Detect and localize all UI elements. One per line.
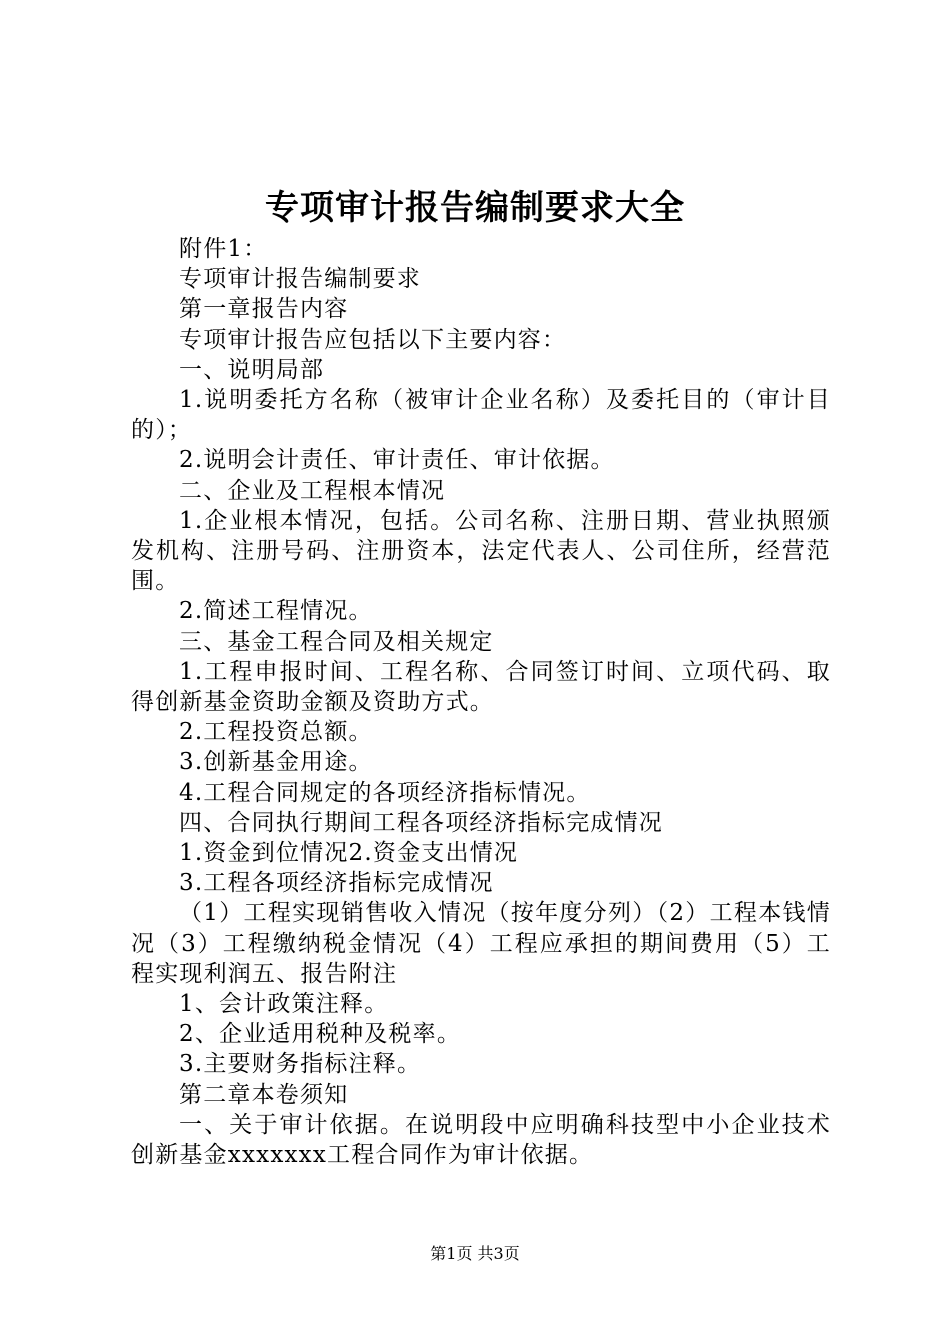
paragraph: 附件1： [179,236,268,262]
paragraph: 3.工程各项经济指标完成情况 [179,870,494,897]
paragraph: 4.工程合同规定的各项经济指标情况。 [179,779,591,806]
paragraph: 3.主要财务指标注释。 [179,1051,422,1078]
paragraph: 2.工程投资总额。 [179,719,373,746]
section-heading: 三、基金工程合同及相关规定 [179,628,494,655]
paragraph: 3.创新基金用途。 [179,749,373,776]
document-body [131,234,831,1170]
paragraph: 1.工程申报时间、工程名称、合同签订时间、立项代码、取得创新基金资助金额及资助方式。 [131,658,831,716]
section-heading: 一、说明局部 [179,356,325,383]
document-title: 专项审计报告编制要求大全 [265,188,685,228]
section-heading: 四、合同执行期间工程各项经济指标完成情况 [179,809,663,836]
paragraph: 2.说明会计责任、审计责任、审计依据。 [179,447,615,474]
paragraph: 1.企业根本情况，包括。公司名称、注册日期、营业执照颁发机构、注册号码、注册资本，法定代表人、公司住所，经营范围。 [131,507,831,595]
paragraph: 专项审计报告编制要求 [179,266,421,293]
section-heading: 二、企业及工程根本情况 [179,477,446,504]
paragraph: 1.说明委托方名称（被审计企业名称）及委托目的（审计目的）； [131,387,831,444]
paragraph: 2.简述工程情况。 [179,598,373,625]
paragraph: 一、关于审计依据。在说明段中应明确科技型中小企业技术创新基金xxxxxxx工程合同作为审计依据。 [131,1111,831,1169]
chapter-heading: 第二章本卷须知 [179,1081,349,1108]
paragraph: 2、企业适用税种及税率。 [179,1021,462,1048]
paragraph: 1.资金到位情况2.资金支出情况 [179,840,519,867]
paragraph: 专项审计报告应包括以下主要内容： [179,326,567,353]
paragraph: （1）工程实现销售收入情况（按年度分列）（2）工程本钱情况（3）工程缴纳税金情况（4）工程应承担的期间费用（5）工程实现利润五、报告附注 [131,900,831,987]
chapter-heading: 第一章报告内容 [179,296,349,323]
paragraph: 1、会计政策注释。 [179,991,389,1018]
page-footer: 第1页 共3页 [430,1244,520,1263]
